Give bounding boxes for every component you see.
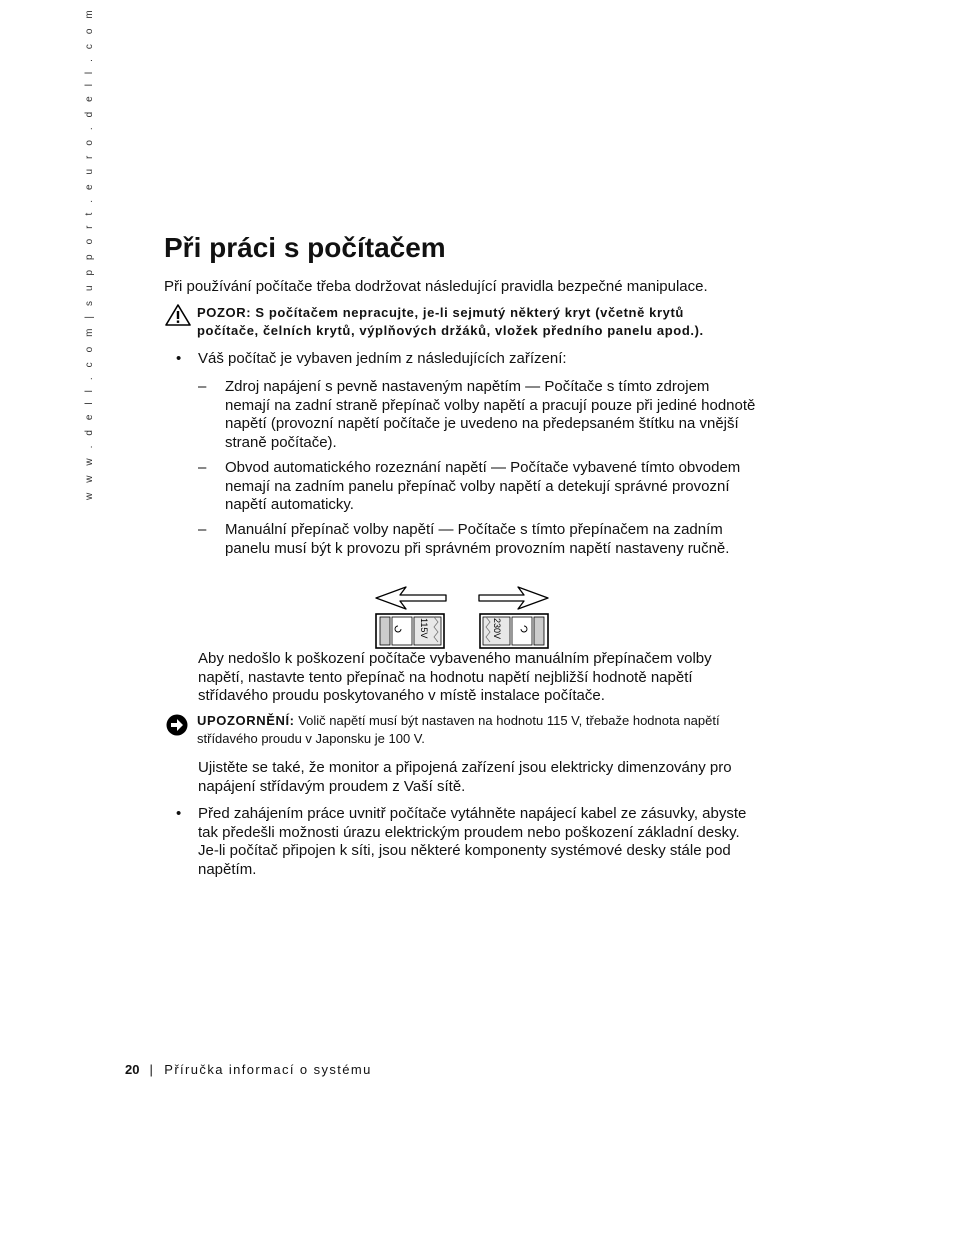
footer-separator: |: [149, 1062, 155, 1077]
bullet-item-1: Váš počítač je vybaven jedním z následujících zařízení:: [198, 350, 567, 367]
warning-triangle-icon: [165, 304, 191, 331]
caution-line-1: POZOR: S počítačem nepracujte, je-li sejmutý některý kryt (včetně krytů: [197, 305, 684, 320]
sub-item-auto-sensing: [225, 459, 775, 515]
sub-item-line: Manuální přepínač volby napětí — Počítače s tímto přepínačem na zadním: [225, 521, 723, 538]
bullet-line: Je-li počítač připojen k síti, jsou některé komponenty systémové desky stále pod: [198, 842, 731, 859]
voltage-switch-figure: [374, 582, 554, 657]
bullet-marker: •: [176, 350, 182, 367]
left-arrow-icon: [376, 587, 446, 609]
sub-item-line: Zdroj napájení s pevně nastaveným napětím — Počítače s tímto zdrojem: [225, 378, 710, 395]
paragraph-line: napájení střídavým proudem z Vaší sítě.: [198, 777, 466, 795]
bullet-item-2: [198, 805, 773, 879]
bullet-line: Před zahájením práce uvnitř počítače vytáhněte napájecí kabel ze zásuvky, abyste: [198, 805, 747, 822]
sub-item-line: straně počítače).: [225, 433, 337, 451]
dash-marker: –: [198, 459, 207, 476]
sub-item-line: nemají na zadním panelu přepínač volby napětí a detekují správné provozní: [225, 477, 730, 495]
page-title: Při práci s počítačem: [164, 232, 446, 263]
page-number: 20: [125, 1062, 140, 1077]
label-115v: 115V: [419, 618, 429, 639]
page-footer: [125, 1062, 372, 1077]
sub-item-manual-switch: [225, 521, 775, 558]
sidebar-url: w w w . d e l l . c o m | s u p p o r t . e u r o . d e l l . c o m: [84, 6, 95, 500]
paragraph-line: střídavého proudu poskytovaného v místě instalace počítače.: [198, 687, 605, 704]
notice-line-2: střídavého proudu v Japonsku je 100 V.: [197, 731, 425, 746]
paragraph-line: napětí, nastavte tento přepínač na hodnotu napětí nejbližší hodnotě napětí: [198, 668, 693, 686]
bullet-line: tak předešli možnosti úrazu elektrickým proudem nebo poškození základní desky.: [198, 823, 740, 841]
manual-switch-paragraph: [198, 650, 773, 706]
notice-note: [164, 712, 774, 748]
sub-item-line: napětí automaticky.: [225, 496, 354, 513]
paragraph-line: Aby nedošlo k poškození počítače vybaveného manuálním přepínačem volby: [198, 650, 712, 667]
caution-line-2: počítače, čelních krytů, výplňových držáků, vložek předního panelu apod.).: [197, 323, 704, 338]
sub-item-line: panelu musí být k provozu při správném provozním napětí nastaveny ručně.: [225, 539, 730, 557]
sub-item-line: Obvod automatického rozeznání napětí — Počítače vybavené tímto obvodem: [225, 459, 741, 476]
bullet-marker: •: [176, 805, 182, 822]
notice-label: UPOZORNĚNÍ:: [197, 713, 295, 728]
caution-note: [164, 304, 774, 340]
switch-115v-graphic: [376, 614, 444, 648]
bullet-line: napětím.: [198, 860, 257, 878]
sub-item-line: napětí (provozní napětí počítače je uvedeno na předepsaném štítku na vnější: [225, 415, 739, 432]
right-arrow-icon: [479, 587, 548, 609]
footer-title: Příručka informací o systému: [164, 1062, 372, 1077]
paragraph-line: Ujistěte se také, že monitor a připojená zařízení jsou elektricky dimenzovány pro: [198, 759, 732, 776]
intro-text: Při používání počítače třeba dodržovat následující pravidla bezpečné manipulace.: [164, 278, 708, 295]
sub-item-line: nemají na zadní straně přepínač volby napětí a pracují pouze při jediné hodnotě: [225, 396, 756, 414]
notice-line-1: Volič napětí musí být nastaven na hodnotu 115 V, třebaže hodnota napětí: [294, 713, 720, 728]
monitor-paragraph: [198, 759, 773, 796]
switch-230v-graphic: [480, 614, 548, 648]
dash-marker: –: [198, 378, 207, 395]
dash-marker: –: [198, 521, 207, 538]
notice-arrow-icon: [166, 714, 188, 741]
sub-item-fixed-voltage: [225, 378, 775, 452]
label-230v: 230V: [492, 618, 502, 640]
